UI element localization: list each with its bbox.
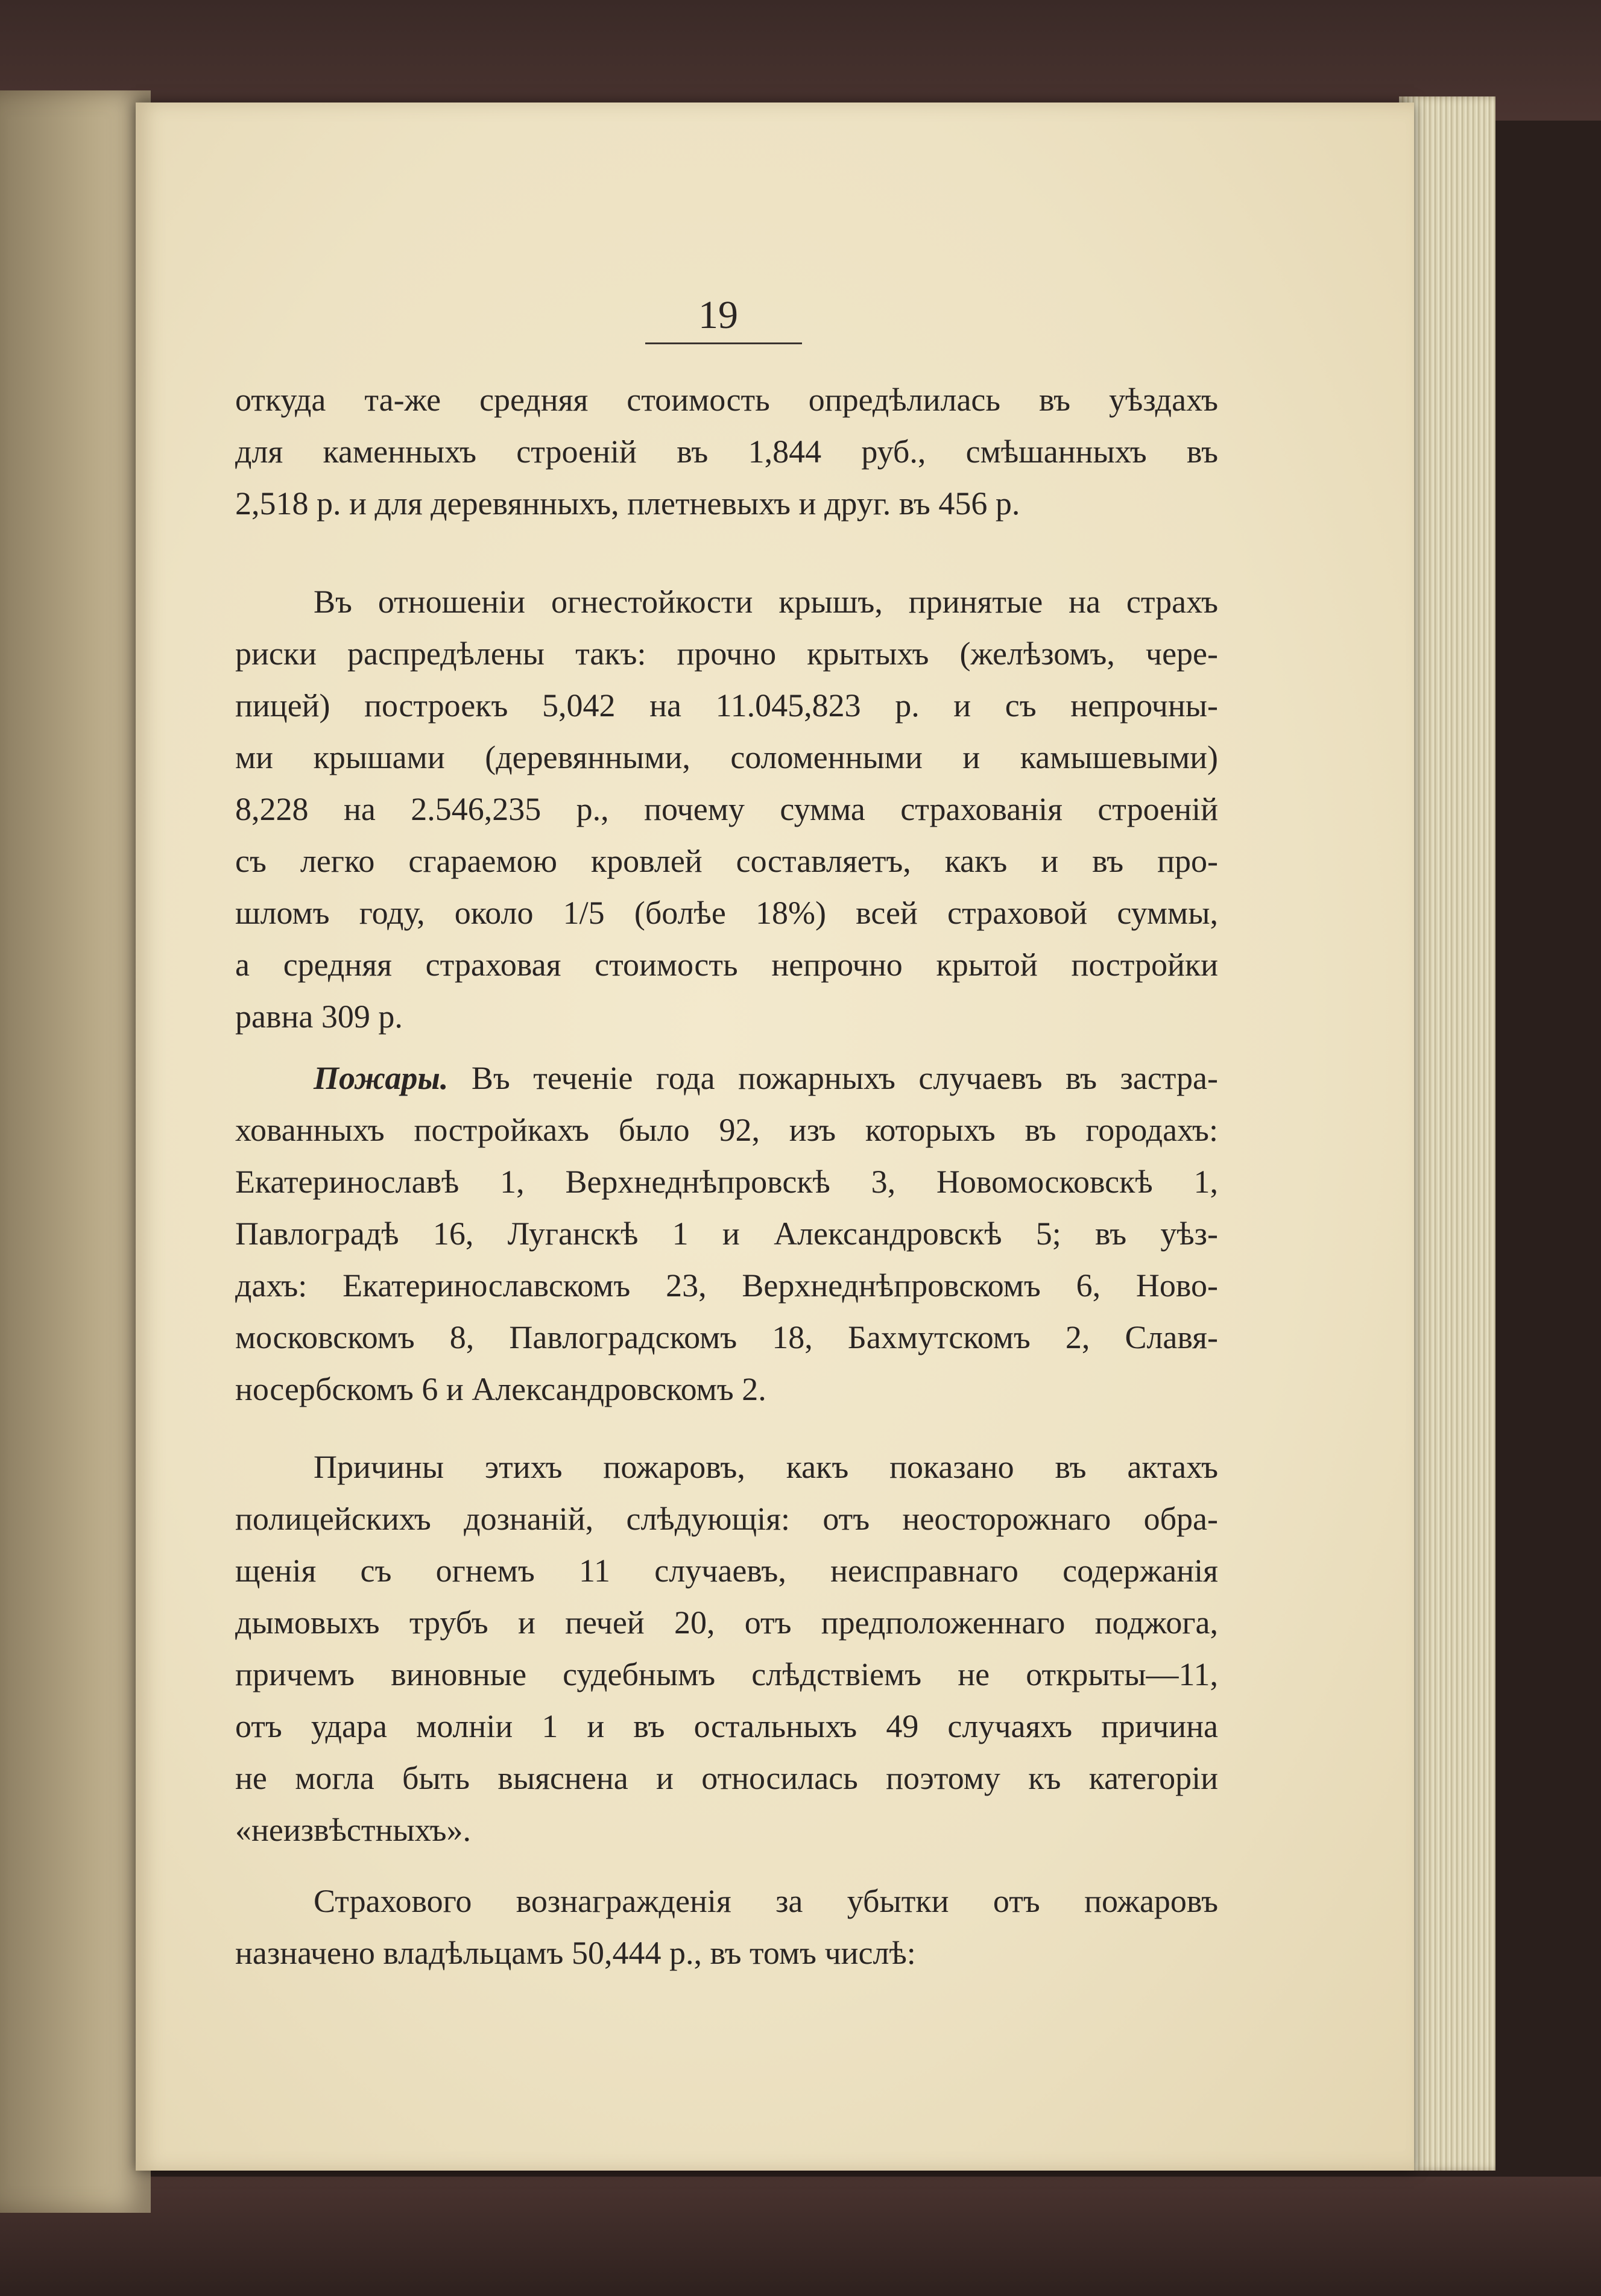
text-line: дахъ: Екатеринославскомъ 23, Верхнеднѣпровскомъ 6, Ново- xyxy=(235,1267,1218,1304)
text-line: равна 309 р. xyxy=(235,998,403,1035)
text-line: московскомъ 8, Павлоградскомъ 18, Бахмутскомъ 2, Славя- xyxy=(235,1319,1218,1355)
book-cover-bottom xyxy=(0,2177,1601,2296)
text-line-rest: Въ теченіе года пожарныхъ случаевъ въ застра- xyxy=(471,1060,1219,1096)
text-line: не могла быть выяснена и относилась поэтому къ категоріи xyxy=(235,1760,1218,1796)
text-line: откуда та-же средняя стоимость опредѣлилась въ уѣздахъ xyxy=(235,382,1218,418)
text-line: 8,228 на 2.546,235 р., почему сумма страхованія строеній xyxy=(235,791,1218,827)
text-line: носербскомъ 6 и Александровскомъ 2. xyxy=(235,1371,766,1407)
paragraph-3 xyxy=(235,1052,1218,1415)
paragraph-4 xyxy=(235,1441,1218,1856)
left-page-edge xyxy=(0,90,151,2213)
text-line: шломъ году, около 1/5 (болѣе 18%) всей страховой суммы, xyxy=(235,895,1218,931)
paragraph-1 xyxy=(235,374,1218,529)
text-line: назначено владѣльцамъ 50,444 р., въ томъ числѣ: xyxy=(235,1935,916,1971)
section-lead: Пожары. xyxy=(314,1060,449,1096)
text-line: съ легко сгараемою кровлей составляетъ, какъ и въ про- xyxy=(235,843,1218,879)
text-line xyxy=(235,1052,1218,1104)
text-line: Екатеринославѣ 1, Верхнеднѣпровскѣ 3, Новомосковскѣ 1, xyxy=(235,1164,1218,1200)
page-number: 19 xyxy=(698,293,738,337)
text-line: щенія съ огнемъ 11 случаевъ, неисправнаго содержанія xyxy=(235,1553,1218,1589)
text-line: а средняя страховая стоимость непрочно крытой постройки xyxy=(235,947,1218,983)
text-line: Павлоградѣ 16, Луганскѣ 1 и Александровскѣ 5; въ уѣз- xyxy=(235,1216,1218,1252)
text-line: причемъ виновные судебнымъ слѣдствіемъ не открыты—11, xyxy=(235,1656,1218,1692)
text-line: Страхового вознагражденія за убытки отъ пожаровъ xyxy=(314,1883,1218,1919)
text-line: 2,518 р. и для деревянныхъ, плетневыхъ и друг. въ 456 р. xyxy=(235,485,1020,522)
text-line: риски распредѣлены такъ: прочно крытыхъ (желѣзомъ, чере- xyxy=(235,636,1218,672)
header-rule xyxy=(645,342,802,344)
text-line: Въ отношеніи огнестойкости крышъ, принятые на страхъ xyxy=(314,584,1218,620)
text-line: «неизвѣстныхъ». xyxy=(235,1812,472,1848)
text-line: Причины этихъ пожаровъ, какъ показано въ актахъ xyxy=(314,1449,1218,1485)
text-line: отъ удара молніи 1 и въ остальныхъ 49 случаяхъ причина xyxy=(235,1708,1218,1744)
text-line: пицей) построекъ 5,042 на 11.045,823 р. и съ непрочны- xyxy=(235,687,1218,724)
text-line: полицейскихъ дознаній, слѣдующія: отъ неосторожнаго обра- xyxy=(235,1501,1218,1537)
paragraph-5 xyxy=(235,1875,1218,1979)
text-line: ми крышами (деревянными, соломенными и камышевыми) xyxy=(235,739,1218,775)
text-line: хованныхъ постройкахъ было 92, изъ которыхъ въ городахъ: xyxy=(235,1112,1218,1148)
paragraph-2 xyxy=(235,576,1218,1042)
text-line: дымовыхъ трубъ и печей 20, отъ предположеннаго поджога, xyxy=(235,1604,1218,1641)
text-line: для каменныхъ строеній въ 1,844 руб., смѣшанныхъ въ xyxy=(235,434,1218,470)
